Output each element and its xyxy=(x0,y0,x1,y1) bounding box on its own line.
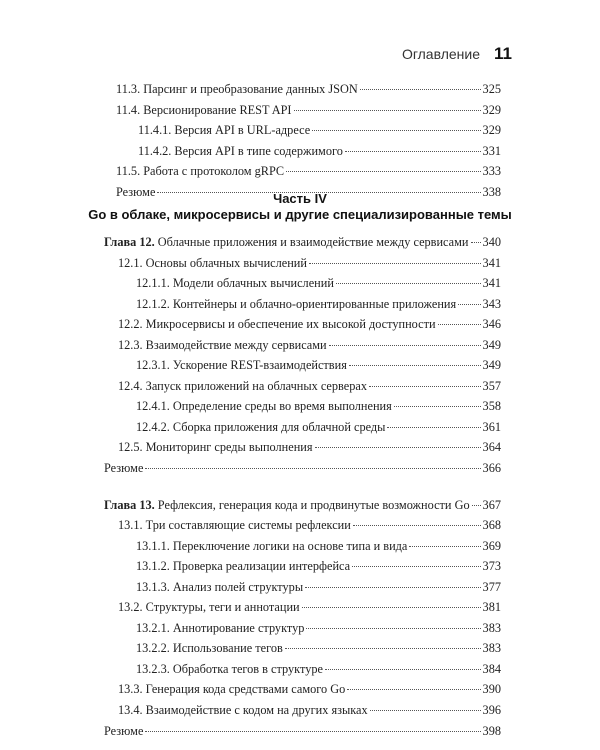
toc-entry-page: 325 xyxy=(482,82,501,96)
toc-entry-page: 369 xyxy=(482,538,501,553)
toc-leader xyxy=(387,427,480,428)
toc-leader xyxy=(472,505,481,506)
toc-entry-label: 13.2.2. Использование тегов xyxy=(136,641,283,656)
toc-entry-label: 13.4. Взаимодействие с кодом на других языках xyxy=(118,703,368,718)
toc-leader xyxy=(347,689,480,690)
toc-chapter-label xyxy=(104,495,470,516)
toc-entry-page: 383 xyxy=(482,620,501,635)
toc-entry[interactable] xyxy=(104,437,501,458)
toc-entry-page: 358 xyxy=(482,399,501,414)
toc-chapter[interactable] xyxy=(104,232,501,253)
toc-leader xyxy=(353,525,481,526)
toc-part-iv xyxy=(104,232,501,741)
toc-leader xyxy=(305,587,480,588)
toc-entry-label: 12.4.1. Определение среды во время выполнения xyxy=(136,399,392,414)
toc-leader xyxy=(312,130,480,131)
toc-entry-page: 390 xyxy=(482,682,501,697)
toc-continuation xyxy=(104,79,501,202)
toc-entry[interactable] xyxy=(104,161,501,182)
toc-entry-label: 12.5. Мониторинг среды выполнения xyxy=(118,440,313,455)
toc-entry-page: 398 xyxy=(482,723,501,738)
toc-entry[interactable] xyxy=(104,556,501,577)
toc-entry[interactable] xyxy=(104,638,501,659)
toc-leader xyxy=(369,386,481,387)
part-title: Go в облаке, микросервисы и другие специализированные темы xyxy=(88,207,512,222)
toc-entry-label: 11.4.2. Версия API в типе содержимого xyxy=(138,143,343,158)
toc-entry-label: 13.1.3. Анализ полей структуры xyxy=(136,579,304,594)
toc-leader xyxy=(145,731,480,732)
toc-entry-label: 13.3. Генерация кода средствами самого Go xyxy=(118,682,346,697)
chapter-prefix: Глава 12. xyxy=(104,235,155,249)
toc-entry[interactable] xyxy=(104,396,501,417)
toc-entry-label: 12.1.1. Модели облачных вычислений xyxy=(136,276,334,291)
running-header-title: Оглавление xyxy=(401,46,481,62)
toc-leader xyxy=(309,263,481,264)
toc-leader xyxy=(370,710,481,711)
toc-leader xyxy=(471,242,481,243)
toc-entry-page: 349 xyxy=(482,337,501,352)
toc-entry[interactable] xyxy=(104,141,501,162)
toc-entry-label: 11.4.1. Версия API в URL-адресе xyxy=(138,123,311,138)
toc-entry[interactable] xyxy=(104,700,501,721)
toc-entry-label: 13.1.1. Переключение логики на основе типа и вида xyxy=(136,538,408,553)
toc-entry[interactable] xyxy=(104,355,501,376)
toc-entry-label: Резюме xyxy=(116,184,156,199)
toc-entry[interactable] xyxy=(104,721,501,742)
toc-entry-page: 346 xyxy=(482,317,501,332)
toc-entry-label: 12.1. Основы облачных вычислений xyxy=(118,255,307,270)
toc-entry-page: 384 xyxy=(482,661,501,676)
toc-entry[interactable] xyxy=(104,100,501,121)
toc-leader xyxy=(302,607,481,608)
chapter-title: Рефлексия, генерация кода и продвинутые возможности Go xyxy=(157,497,470,512)
toc-entry-page: 366 xyxy=(482,461,501,476)
toc-leader xyxy=(352,566,480,567)
toc-entry[interactable] xyxy=(104,536,501,557)
toc-leader xyxy=(345,151,481,152)
toc-entry-page: 341 xyxy=(482,276,501,291)
part-number: Часть IV xyxy=(273,191,327,206)
toc-entry[interactable] xyxy=(104,458,501,479)
toc-entry-page: 396 xyxy=(482,703,501,718)
part-heading xyxy=(0,191,600,223)
toc-leader xyxy=(315,447,481,448)
toc-leader xyxy=(336,283,481,284)
toc-entry-page: 361 xyxy=(482,419,501,434)
chapter-title: Облачные приложения и взаимодействие между сервисами xyxy=(157,235,469,249)
toc-leader xyxy=(409,546,480,547)
toc-entry-label: 12.3. Взаимодействие между сервисами xyxy=(118,337,327,352)
toc-entry-page: 349 xyxy=(482,358,501,373)
toc-entry[interactable] xyxy=(104,273,501,294)
toc-entry-page: 373 xyxy=(482,559,501,574)
toc-entry[interactable] xyxy=(104,679,501,700)
toc-entry-label: Резюме xyxy=(104,461,144,476)
toc-entry-label: 12.3.1. Ускорение REST-взаимодействия xyxy=(136,358,347,373)
running-header xyxy=(402,44,512,64)
toc-entry-label: 11.5. Работа с протоколом gRPC xyxy=(116,164,285,179)
toc-entry[interactable] xyxy=(104,120,501,141)
toc-entry-page: 383 xyxy=(482,641,501,656)
toc-entry[interactable] xyxy=(104,618,501,639)
toc-entry-page: 364 xyxy=(482,440,501,455)
toc-entry-page: 343 xyxy=(482,296,501,311)
toc-leader xyxy=(286,171,480,172)
toc-entry-label: 12.1.2. Контейнеры и облачно-ориентированные приложения xyxy=(136,296,457,311)
toc-entry-page: 333 xyxy=(482,164,501,179)
toc-entry[interactable] xyxy=(104,376,501,397)
toc-leader xyxy=(285,648,481,649)
toc-entry-label: 12.2. Микросервисы и обеспечение их высокой доступности xyxy=(118,317,436,332)
toc-entry-label: 13.2.1. Аннотирование структур xyxy=(136,620,305,635)
toc-leader xyxy=(145,468,480,469)
toc-entry-label: 12.4. Запуск приложений на облачных серверах xyxy=(118,378,367,393)
toc-entry-page: 338 xyxy=(482,184,501,199)
toc-entry[interactable] xyxy=(104,253,501,274)
toc-entry-label: 13.2.3. Обработка тегов в структуре xyxy=(136,661,323,676)
toc-leader xyxy=(360,89,481,90)
toc-entry-page: 357 xyxy=(482,378,501,393)
toc-entry-page: 368 xyxy=(482,518,501,533)
chapter-prefix: Глава 13. xyxy=(104,497,155,512)
toc-entry[interactable] xyxy=(104,577,501,598)
toc-entry[interactable] xyxy=(104,335,501,356)
toc-entry-page: 381 xyxy=(482,600,501,615)
toc-entry-label: 13.1. Три составляющие системы рефлексии xyxy=(118,518,351,533)
toc-leader xyxy=(294,110,481,111)
chapter-spacer xyxy=(104,479,501,495)
toc-entry[interactable] xyxy=(104,659,501,680)
toc-entry-label: 12.4.2. Сборка приложения для облачной среды xyxy=(136,419,386,434)
toc-entry-label: 11.4. Версионирование REST API xyxy=(116,102,292,117)
toc-entry-page: 341 xyxy=(482,255,501,270)
toc-entry[interactable] xyxy=(104,79,501,100)
toc-entry[interactable] xyxy=(104,515,501,536)
toc-entry[interactable] xyxy=(104,417,501,438)
toc-entry-page: 377 xyxy=(482,579,501,594)
toc-chapter-page: 367 xyxy=(482,497,501,512)
toc-entry[interactable] xyxy=(104,294,501,315)
toc-leader xyxy=(438,324,481,325)
toc-chapter-page: 340 xyxy=(482,235,501,249)
toc-leader xyxy=(306,628,480,629)
toc-entry-label: Резюме xyxy=(104,723,144,738)
toc-entry-label: 13.1.2. Проверка реализации интерфейса xyxy=(136,559,351,574)
toc-leader xyxy=(325,669,481,670)
toc-entry-label: 11.3. Парсинг и преобразование данных JSON xyxy=(116,82,358,96)
toc-chapter[interactable] xyxy=(104,495,501,516)
toc-entry-label: 13.2. Структуры, теги и аннотации xyxy=(118,600,300,615)
toc-entry[interactable] xyxy=(104,597,501,618)
toc-leader xyxy=(349,365,481,366)
toc-entry-page: 329 xyxy=(482,123,501,138)
toc-leader xyxy=(329,345,481,346)
toc-entry-page: 329 xyxy=(482,102,501,117)
toc-entry[interactable] xyxy=(104,314,501,335)
page-number: 11 xyxy=(494,44,512,63)
toc-entry-page: 331 xyxy=(482,143,501,158)
toc-chapter-label xyxy=(104,232,469,253)
toc-leader xyxy=(458,304,480,305)
toc-leader xyxy=(394,406,481,407)
